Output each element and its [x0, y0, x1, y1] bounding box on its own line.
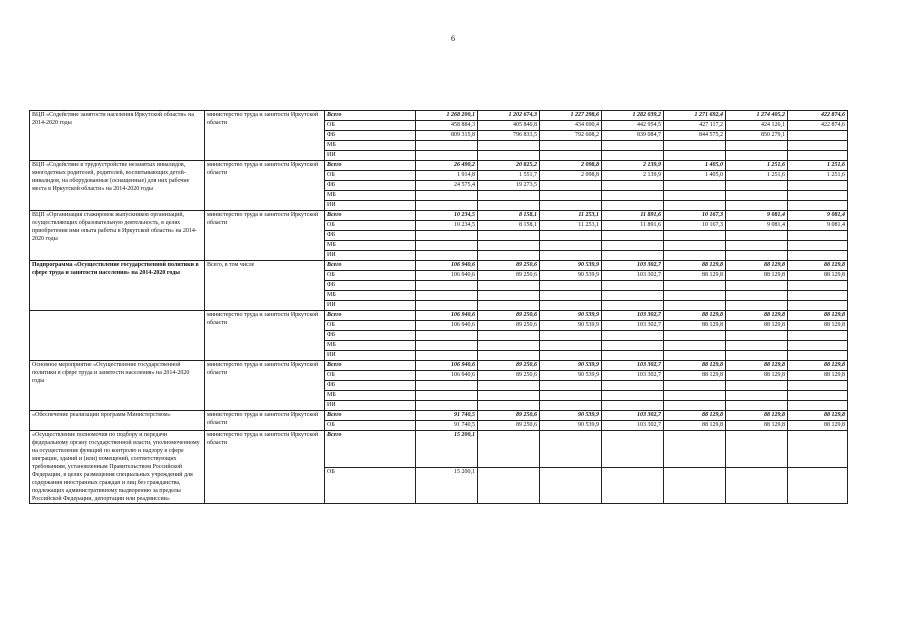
year-value-cell: 1 227 298,6 [540, 111, 602, 121]
year-value-cell: 1 202 674,3 [478, 111, 540, 121]
year-value-cell [602, 201, 664, 211]
measure-name-cell: Основное мероприятие «Осуществление государственной политики в сфере труда и занятости населения» на 2014-2020 годы [30, 361, 205, 411]
year-value-cell [664, 291, 726, 301]
year-value-cell [788, 341, 848, 351]
year-value-cell: 10 234,5 [416, 221, 478, 231]
year-value-cell: 809 315,8 [416, 131, 478, 141]
year-value-cell: 106 940,6 [416, 321, 478, 331]
year-value-cell: 88 129,8 [788, 321, 848, 331]
year-value-cell [788, 331, 848, 341]
year-value-cell: 91 740,5 [416, 411, 478, 421]
year-value-cell [664, 151, 726, 161]
year-value-cell: 89 250,6 [478, 311, 540, 321]
year-value-cell: 89 250,6 [478, 421, 540, 431]
funding-source-cell: МБ [325, 291, 416, 301]
year-value-cell: 1 271 692,4 [664, 111, 726, 121]
year-value-cell [602, 381, 664, 391]
year-value-cell [478, 281, 540, 291]
year-value-cell [478, 301, 540, 311]
year-value-cell [788, 131, 848, 141]
year-value-cell: 90 539,9 [540, 321, 602, 331]
year-value-cell [788, 151, 848, 161]
year-value-cell: 10 167,3 [664, 211, 726, 221]
year-value-cell: 11 891,6 [602, 221, 664, 231]
funding-source-cell: Всего [325, 211, 416, 221]
year-value-cell [726, 251, 788, 261]
year-value-cell: 844 575,2 [664, 131, 726, 141]
year-value-cell [602, 241, 664, 251]
funding-source-cell: ИИ [325, 401, 416, 411]
executor-cell: министерство труда и занятости Иркутской области [205, 111, 325, 161]
funding-source-cell: ФБ [325, 231, 416, 241]
year-value-cell: 88 129,8 [664, 371, 726, 381]
table-row [30, 311, 848, 321]
year-value-cell [788, 301, 848, 311]
year-value-cell [726, 141, 788, 151]
year-value-cell [540, 381, 602, 391]
year-value-cell [788, 201, 848, 211]
year-value-cell [788, 291, 848, 301]
year-value-cell [788, 231, 848, 241]
year-value-cell: 90 539,9 [540, 371, 602, 381]
year-value-cell: 88 129,8 [788, 411, 848, 421]
year-value-cell: 1 551,7 [478, 171, 540, 181]
year-value-cell [478, 341, 540, 351]
funding-source-cell: ИИ [325, 351, 416, 361]
year-value-cell [478, 151, 540, 161]
year-value-cell: 103 302,7 [602, 361, 664, 371]
funding-source-cell: ОБ [325, 171, 416, 181]
year-value-cell: 106 940,6 [416, 311, 478, 321]
funding-source-cell: Всего [325, 261, 416, 271]
year-value-cell [788, 401, 848, 411]
year-value-cell [726, 231, 788, 241]
year-value-cell: 90 539,9 [540, 361, 602, 371]
year-value-cell: 88 129,8 [664, 311, 726, 321]
table-row [30, 361, 848, 371]
year-value-cell: 1 251,6 [726, 171, 788, 181]
year-value-cell: 1 405,0 [664, 171, 726, 181]
year-value-cell [726, 281, 788, 291]
year-value-cell [664, 301, 726, 311]
year-value-cell: 2 139,9 [602, 171, 664, 181]
year-value-cell [602, 291, 664, 301]
year-value-cell [788, 281, 848, 291]
year-value-cell [540, 231, 602, 241]
year-value-cell [416, 331, 478, 341]
year-value-cell: 10 167,3 [664, 221, 726, 231]
year-value-cell [664, 231, 726, 241]
year-value-cell [602, 231, 664, 241]
year-value-cell [602, 151, 664, 161]
year-value-cell [788, 467, 848, 504]
year-value-cell [788, 381, 848, 391]
year-value-cell [726, 341, 788, 351]
measure-name-cell: Подпрограмма «Осуществление государственной политики в сфере труда и занятости населения» на 2014-2020 годы [30, 261, 205, 311]
year-value-cell: 839 084,7 [602, 131, 664, 141]
year-value-cell [788, 191, 848, 201]
year-value-cell: 90 539,9 [540, 311, 602, 321]
year-value-cell [540, 331, 602, 341]
year-value-cell: 106 940,6 [416, 371, 478, 381]
year-value-cell [602, 301, 664, 311]
funding-source-cell: ФБ [325, 381, 416, 391]
executor-cell: министерство труда и занятости Иркутской области [205, 311, 325, 361]
year-value-cell: 8 158,1 [478, 221, 540, 231]
year-value-cell [416, 241, 478, 251]
year-value-cell: 9 081,4 [788, 211, 848, 221]
year-value-cell [478, 231, 540, 241]
year-value-cell [602, 281, 664, 291]
year-value-cell: 422 874,6 [788, 121, 848, 131]
year-value-cell: 1 268 200,1 [416, 111, 478, 121]
year-value-cell [726, 391, 788, 401]
measure-name-cell [30, 311, 205, 361]
table-row [30, 211, 848, 221]
year-value-cell: 2 139,9 [602, 161, 664, 171]
funding-source-cell: Всего [325, 431, 416, 468]
year-value-cell [416, 251, 478, 261]
funding-source-cell: ФБ [325, 181, 416, 191]
year-value-cell [726, 351, 788, 361]
funding-source-cell: Всего [325, 361, 416, 371]
year-value-cell: 9 081,4 [726, 211, 788, 221]
year-value-cell [416, 231, 478, 241]
funding-source-cell: ОБ [325, 421, 416, 431]
year-value-cell: 88 129,8 [664, 421, 726, 431]
year-value-cell: 442 954,5 [602, 121, 664, 131]
funding-source-cell: Всего [325, 161, 416, 171]
year-value-cell: 88 129,8 [788, 421, 848, 431]
year-value-cell: 8 158,1 [478, 211, 540, 221]
year-value-cell: 1 282 039,2 [602, 111, 664, 121]
year-value-cell: 90 539,9 [540, 421, 602, 431]
year-value-cell: 434 690,4 [540, 121, 602, 131]
year-value-cell [602, 331, 664, 341]
year-value-cell: 88 129,8 [726, 371, 788, 381]
year-value-cell: 405 840,8 [478, 121, 540, 131]
year-value-cell: 103 302,7 [602, 371, 664, 381]
executor-cell: министерство труда и занятости Иркутской области [205, 431, 325, 504]
year-value-cell [540, 341, 602, 351]
year-value-cell [726, 381, 788, 391]
funding-source-cell: ОБ [325, 467, 416, 504]
year-value-cell [540, 141, 602, 151]
year-value-cell: 88 129,8 [664, 411, 726, 421]
year-value-cell: 20 825,2 [478, 161, 540, 171]
year-value-cell: 88 129,8 [726, 271, 788, 281]
year-value-cell [726, 241, 788, 251]
year-value-cell [726, 191, 788, 201]
year-value-cell [664, 281, 726, 291]
year-value-cell [664, 331, 726, 341]
year-value-cell [602, 181, 664, 191]
year-value-cell [540, 181, 602, 191]
year-value-cell: 106 940,6 [416, 271, 478, 281]
year-value-cell [478, 201, 540, 211]
year-value-cell: 88 129,8 [664, 271, 726, 281]
year-value-cell [540, 191, 602, 201]
funding-source-cell: Всего [325, 111, 416, 121]
page-number: 6 [451, 34, 455, 43]
executor-cell: министерство труда и занятости Иркутской области [205, 361, 325, 411]
year-value-cell [478, 241, 540, 251]
year-value-cell [664, 341, 726, 351]
year-value-cell [540, 291, 602, 301]
year-value-cell: 88 129,8 [664, 261, 726, 271]
funding-source-cell: ИИ [325, 301, 416, 311]
funding-source-cell: ОБ [325, 221, 416, 231]
year-value-cell [478, 351, 540, 361]
year-value-cell: 88 129,8 [726, 311, 788, 321]
year-value-cell: 88 129,8 [788, 271, 848, 281]
year-value-cell [788, 181, 848, 191]
year-value-cell: 458 884,3 [416, 121, 478, 131]
year-value-cell: 89 250,6 [478, 271, 540, 281]
table-row [30, 111, 848, 121]
year-value-cell [416, 341, 478, 351]
year-value-cell [416, 291, 478, 301]
year-value-cell: 15 200,1 [416, 431, 478, 468]
year-value-cell: 89 250,6 [478, 361, 540, 371]
year-value-cell: 10 234,5 [416, 211, 478, 221]
funding-source-cell: Всего [325, 411, 416, 421]
funding-source-cell: МБ [325, 141, 416, 151]
executor-cell: министерство труда и занятости Иркутской области [205, 411, 325, 431]
year-value-cell [726, 291, 788, 301]
year-value-cell [416, 141, 478, 151]
year-value-cell: 11 891,6 [602, 211, 664, 221]
measure-name-cell: «Осуществление полномочия по подбору и передачи федеральному органу государственной власти, уполномоченному на осуществление функций по контролю и надзору в сфере миграции, зданий и (или) помещений, соответствующих требованиям, установленным Правительством Российской Федерации, в целях размещения специальных учреждений для содержания иностранных граждан и лиц без гражданства, подлежащих административному выдворению за пределы Российской Федерации, депортации или реадмиссии» [30, 431, 205, 504]
year-value-cell: 103 302,7 [602, 271, 664, 281]
year-value-cell [726, 151, 788, 161]
measure-name-cell: «Обеспечение реализации программ Министерством» [30, 411, 205, 431]
year-value-cell [788, 351, 848, 361]
year-value-cell: 11 253,1 [540, 211, 602, 221]
funding-source-cell: МБ [325, 341, 416, 351]
year-value-cell [726, 401, 788, 411]
year-value-cell [664, 391, 726, 401]
year-value-cell [478, 191, 540, 201]
funding-source-cell: МБ [325, 241, 416, 251]
funding-source-cell: МБ [325, 191, 416, 201]
funding-source-cell: ФБ [325, 331, 416, 341]
year-value-cell [788, 391, 848, 401]
year-value-cell [788, 141, 848, 151]
year-value-cell: 15 200,1 [416, 467, 478, 504]
year-value-cell: 89 250,6 [478, 261, 540, 271]
year-value-cell: 88 129,8 [788, 311, 848, 321]
year-value-cell: 796 833,5 [478, 131, 540, 141]
year-value-cell: 106 940,6 [416, 361, 478, 371]
year-value-cell [540, 251, 602, 261]
year-value-cell: 103 302,7 [602, 261, 664, 271]
year-value-cell [664, 191, 726, 201]
year-value-cell: 89 250,6 [478, 321, 540, 331]
year-value-cell [416, 401, 478, 411]
year-value-cell: 11 253,1 [540, 221, 602, 231]
table-row [30, 411, 848, 421]
year-value-cell: 90 539,9 [540, 271, 602, 281]
year-value-cell [664, 141, 726, 151]
year-value-cell [478, 381, 540, 391]
executor-cell: Всего, в том числе [205, 261, 325, 311]
year-value-cell [726, 467, 788, 504]
year-value-cell [416, 381, 478, 391]
year-value-cell: 19 273,5 [478, 181, 540, 191]
measure-name-cell: ВЦП «Организация стажировок выпускников организаций, осуществляющих образовательную деятельность, в целях приобретения ими опыта работы в Иркутской области» на 2014-2020 годы [30, 211, 205, 261]
year-value-cell: 90 539,9 [540, 261, 602, 271]
funding-source-cell: МБ [325, 391, 416, 401]
year-value-cell [540, 431, 602, 468]
year-value-cell: 103 302,7 [602, 421, 664, 431]
year-value-cell: 1 914,8 [416, 171, 478, 181]
table-row [30, 431, 848, 468]
year-value-cell [540, 281, 602, 291]
year-value-cell: 427 117,2 [664, 121, 726, 131]
year-value-cell [478, 251, 540, 261]
year-value-cell [478, 467, 540, 504]
year-value-cell: 792 608,2 [540, 131, 602, 141]
funding-source-cell: ФБ [325, 131, 416, 141]
table-row [30, 261, 848, 271]
year-value-cell: 9 081,4 [726, 221, 788, 231]
funding-source-cell: ОБ [325, 321, 416, 331]
year-value-cell [602, 351, 664, 361]
year-value-cell [478, 331, 540, 341]
funding-source-cell: ИИ [325, 201, 416, 211]
year-value-cell [788, 251, 848, 261]
year-value-cell [726, 181, 788, 191]
year-value-cell: 1 405,0 [664, 161, 726, 171]
funding-source-cell: Всего [325, 311, 416, 321]
year-value-cell [416, 191, 478, 201]
year-value-cell [602, 341, 664, 351]
year-value-cell [664, 241, 726, 251]
year-value-cell: 103 302,7 [602, 321, 664, 331]
funding-source-cell: ОБ [325, 371, 416, 381]
year-value-cell [726, 301, 788, 311]
year-value-cell: 89 250,6 [478, 411, 540, 421]
year-value-cell [602, 431, 664, 468]
year-value-cell: 103 302,7 [602, 311, 664, 321]
year-value-cell: 88 129,8 [726, 261, 788, 271]
year-value-cell: 850 279,1 [726, 131, 788, 141]
measure-name-cell: ВЦП «Содействие занятости населения Иркутской области» на 2014-2020 годы [30, 111, 205, 161]
year-value-cell [602, 141, 664, 151]
year-value-cell [726, 431, 788, 468]
year-value-cell [540, 301, 602, 311]
year-value-cell: 88 129,8 [664, 321, 726, 331]
year-value-cell: 88 129,8 [726, 361, 788, 371]
year-value-cell: 1 251,6 [788, 171, 848, 181]
year-value-cell: 88 129,8 [726, 411, 788, 421]
year-value-cell: 422 874,6 [788, 111, 848, 121]
executor-cell: министерство труда и занятости Иркутской области [205, 161, 325, 211]
measure-name-cell: ВЦП «Содействие в трудоустройстве незанятых инвалидов, многодетных родителей, родителей, воспитывающих детей-инвалидов, на оборудованные (оснащенные) для них рабочие места в Иркутской области» на 2014-2020 годы [30, 161, 205, 211]
year-value-cell [602, 191, 664, 201]
year-value-cell [788, 431, 848, 468]
year-value-cell: 26 490,2 [416, 161, 478, 171]
year-value-cell [478, 291, 540, 301]
year-value-cell: 9 081,4 [788, 221, 848, 231]
year-value-cell: 1 251,6 [726, 161, 788, 171]
year-value-cell [540, 201, 602, 211]
year-value-cell [540, 401, 602, 411]
year-value-cell: 1 274 405,2 [726, 111, 788, 121]
year-value-cell: 90 539,9 [540, 411, 602, 421]
year-value-cell [540, 467, 602, 504]
year-value-cell [664, 251, 726, 261]
funding-source-cell: ОБ [325, 271, 416, 281]
year-value-cell: 424 126,1 [726, 121, 788, 131]
funding-source-cell: ОБ [325, 121, 416, 131]
year-value-cell [664, 401, 726, 411]
year-value-cell [664, 431, 726, 468]
year-value-cell [540, 351, 602, 361]
year-value-cell: 88 129,8 [726, 321, 788, 331]
year-value-cell: 2 098,8 [540, 171, 602, 181]
year-value-cell [540, 241, 602, 251]
year-value-cell: 91 740,5 [416, 421, 478, 431]
year-value-cell [416, 281, 478, 291]
year-value-cell: 88 129,8 [726, 421, 788, 431]
year-value-cell: 2 098,8 [540, 161, 602, 171]
year-value-cell [416, 391, 478, 401]
year-value-cell: 89 250,6 [478, 371, 540, 381]
year-value-cell [602, 467, 664, 504]
funding-source-cell: ФБ [325, 281, 416, 291]
year-value-cell [664, 381, 726, 391]
year-value-cell [478, 431, 540, 468]
year-value-cell: 88 129,8 [788, 371, 848, 381]
year-value-cell: 24 575,4 [416, 181, 478, 191]
year-value-cell: 106 940,6 [416, 261, 478, 271]
year-value-cell: 1 251,6 [788, 161, 848, 171]
year-value-cell [726, 201, 788, 211]
year-value-cell [540, 151, 602, 161]
year-value-cell: 103 302,7 [602, 411, 664, 421]
year-value-cell [788, 241, 848, 251]
year-value-cell [478, 391, 540, 401]
year-value-cell [416, 301, 478, 311]
year-value-cell [602, 401, 664, 411]
budget-table [29, 110, 848, 504]
year-value-cell [478, 401, 540, 411]
year-value-cell [416, 351, 478, 361]
year-value-cell [726, 331, 788, 341]
executor-cell: министерство труда и занятости Иркутской области [205, 211, 325, 261]
year-value-cell: 88 129,8 [788, 361, 848, 371]
year-value-cell [664, 201, 726, 211]
year-value-cell [602, 251, 664, 261]
year-value-cell [602, 391, 664, 401]
year-value-cell [478, 141, 540, 151]
funding-source-cell: ИИ [325, 151, 416, 161]
year-value-cell [664, 351, 726, 361]
year-value-cell [664, 467, 726, 504]
funding-source-cell: ИИ [325, 251, 416, 261]
year-value-cell [540, 391, 602, 401]
year-value-cell [416, 151, 478, 161]
year-value-cell: 88 129,8 [664, 361, 726, 371]
year-value-cell [416, 201, 478, 211]
year-value-cell [664, 181, 726, 191]
year-value-cell: 88 129,8 [788, 261, 848, 271]
table-row [30, 161, 848, 171]
